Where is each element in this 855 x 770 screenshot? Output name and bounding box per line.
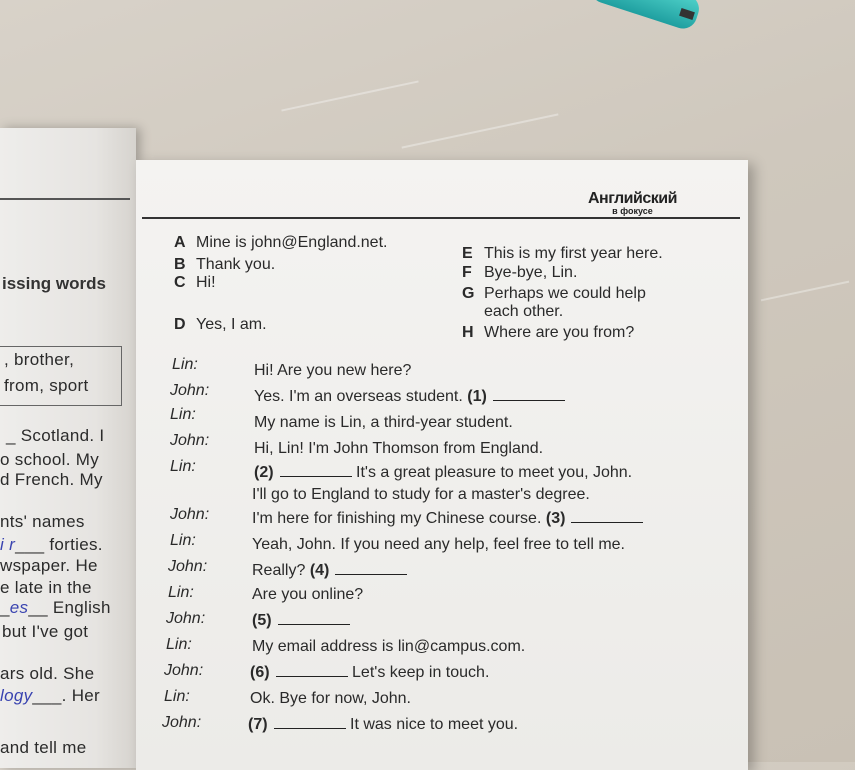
left-page-rule [0, 198, 130, 200]
left-line: ars old. She [0, 664, 95, 683]
dialogue-speaker: John: [170, 432, 210, 449]
dialogue-line: I'm here for finishing my Chinese course. (3) [252, 510, 643, 528]
desk-grain [402, 113, 559, 148]
dialogue-speaker: Lin: [170, 532, 196, 549]
dialogue-speaker: Lin: [168, 584, 194, 601]
dialogue-line: Yes. I'm an overseas student. (1) [254, 388, 565, 406]
option-b: B Thank you. [174, 256, 276, 273]
answer-blank[interactable] [493, 400, 565, 401]
dialogue-line: My name is Lin, a third-year student. [254, 414, 513, 431]
left-line: o school. My [0, 450, 100, 469]
header-rule [142, 217, 740, 219]
dialogue-line: Really? (4) [252, 562, 407, 580]
option-g-cont: each other. [484, 303, 564, 320]
logo-subtitle: в фокусе [612, 206, 653, 216]
option-a: A Mine is john@England.net. [174, 234, 388, 251]
left-line: wspaper. He [0, 556, 98, 575]
left-line: but I've got [2, 622, 89, 641]
left-line: and tell me [0, 738, 87, 757]
handwriting: es [9, 598, 29, 617]
answer-blank[interactable] [278, 624, 350, 625]
dialogue-line: (7) It was nice to meet you. [248, 716, 519, 733]
dialogue-speaker: John: [164, 662, 204, 679]
dialogue-line: (6) Let's keep in touch. [250, 664, 490, 681]
dialogue-line: Are you online? [252, 586, 364, 603]
dialogue-line: (5) [252, 612, 350, 630]
left-line: from, sport [4, 376, 89, 395]
dialogue-speaker: Lin: [172, 356, 198, 373]
dialogue-line: Ok. Bye for now, John. [250, 690, 411, 707]
left-line: _es__ English [0, 598, 111, 617]
dialogue-line: Yeah, John. If you need any help, feel free to tell me. [252, 536, 625, 553]
option-h: H Where are you from? [462, 324, 635, 341]
desk-grain [281, 80, 418, 111]
handwriting: logy [0, 686, 33, 705]
left-line: _ Scotland. I [6, 426, 105, 445]
book-logo [588, 190, 677, 216]
left-line: logy___. Her [0, 686, 100, 705]
left-line: e late in the [0, 578, 92, 597]
answer-blank[interactable] [335, 574, 407, 575]
answer-blank[interactable] [274, 728, 346, 729]
option-f: F Bye-bye, Lin. [462, 264, 578, 281]
dialogue-speaker: John: [166, 610, 206, 627]
dialogue-speaker: Lin: [166, 636, 192, 653]
left-line: nts' names [0, 512, 85, 531]
dialogue-speaker: John: [170, 382, 210, 399]
dialogue-line: I'll go to England to study for a master's degree. [252, 486, 590, 503]
logo-title: Английский [588, 190, 677, 207]
left-line: i r___ forties. [0, 535, 103, 554]
dialogue-speaker: John: [162, 714, 202, 731]
left-line: , brother, [4, 350, 75, 369]
option-g: G Perhaps we could help [462, 285, 646, 302]
dialogue-speaker: John: [170, 506, 210, 523]
left-line: d French. My [0, 470, 103, 489]
left-page [0, 128, 136, 768]
option-d: D Yes, I am. [174, 316, 267, 333]
dialogue-speaker: Lin: [170, 458, 196, 475]
dialogue-speaker: Lin: [170, 406, 196, 423]
option-c: C Hi! [174, 274, 216, 291]
desk-grain [761, 281, 849, 302]
answer-blank[interactable] [276, 676, 348, 677]
option-e: E This is my first year here. [462, 245, 663, 262]
dialogue-speaker: John: [168, 558, 208, 575]
left-page-heading: issing words [2, 274, 106, 293]
dialogue-line: Hi, Lin! I'm John Thomson from England. [254, 440, 544, 457]
dialogue-speaker: Lin: [164, 688, 190, 705]
answer-blank[interactable] [571, 522, 643, 523]
dialogue-line: My email address is lin@campus.com. [252, 638, 526, 655]
answer-blank[interactable] [280, 476, 352, 477]
dialogue-line: (2) It's a great pleasure to meet you, John. [254, 464, 633, 481]
handwriting: i r [0, 535, 16, 554]
dialogue-line: Hi! Are you new here? [254, 362, 412, 379]
